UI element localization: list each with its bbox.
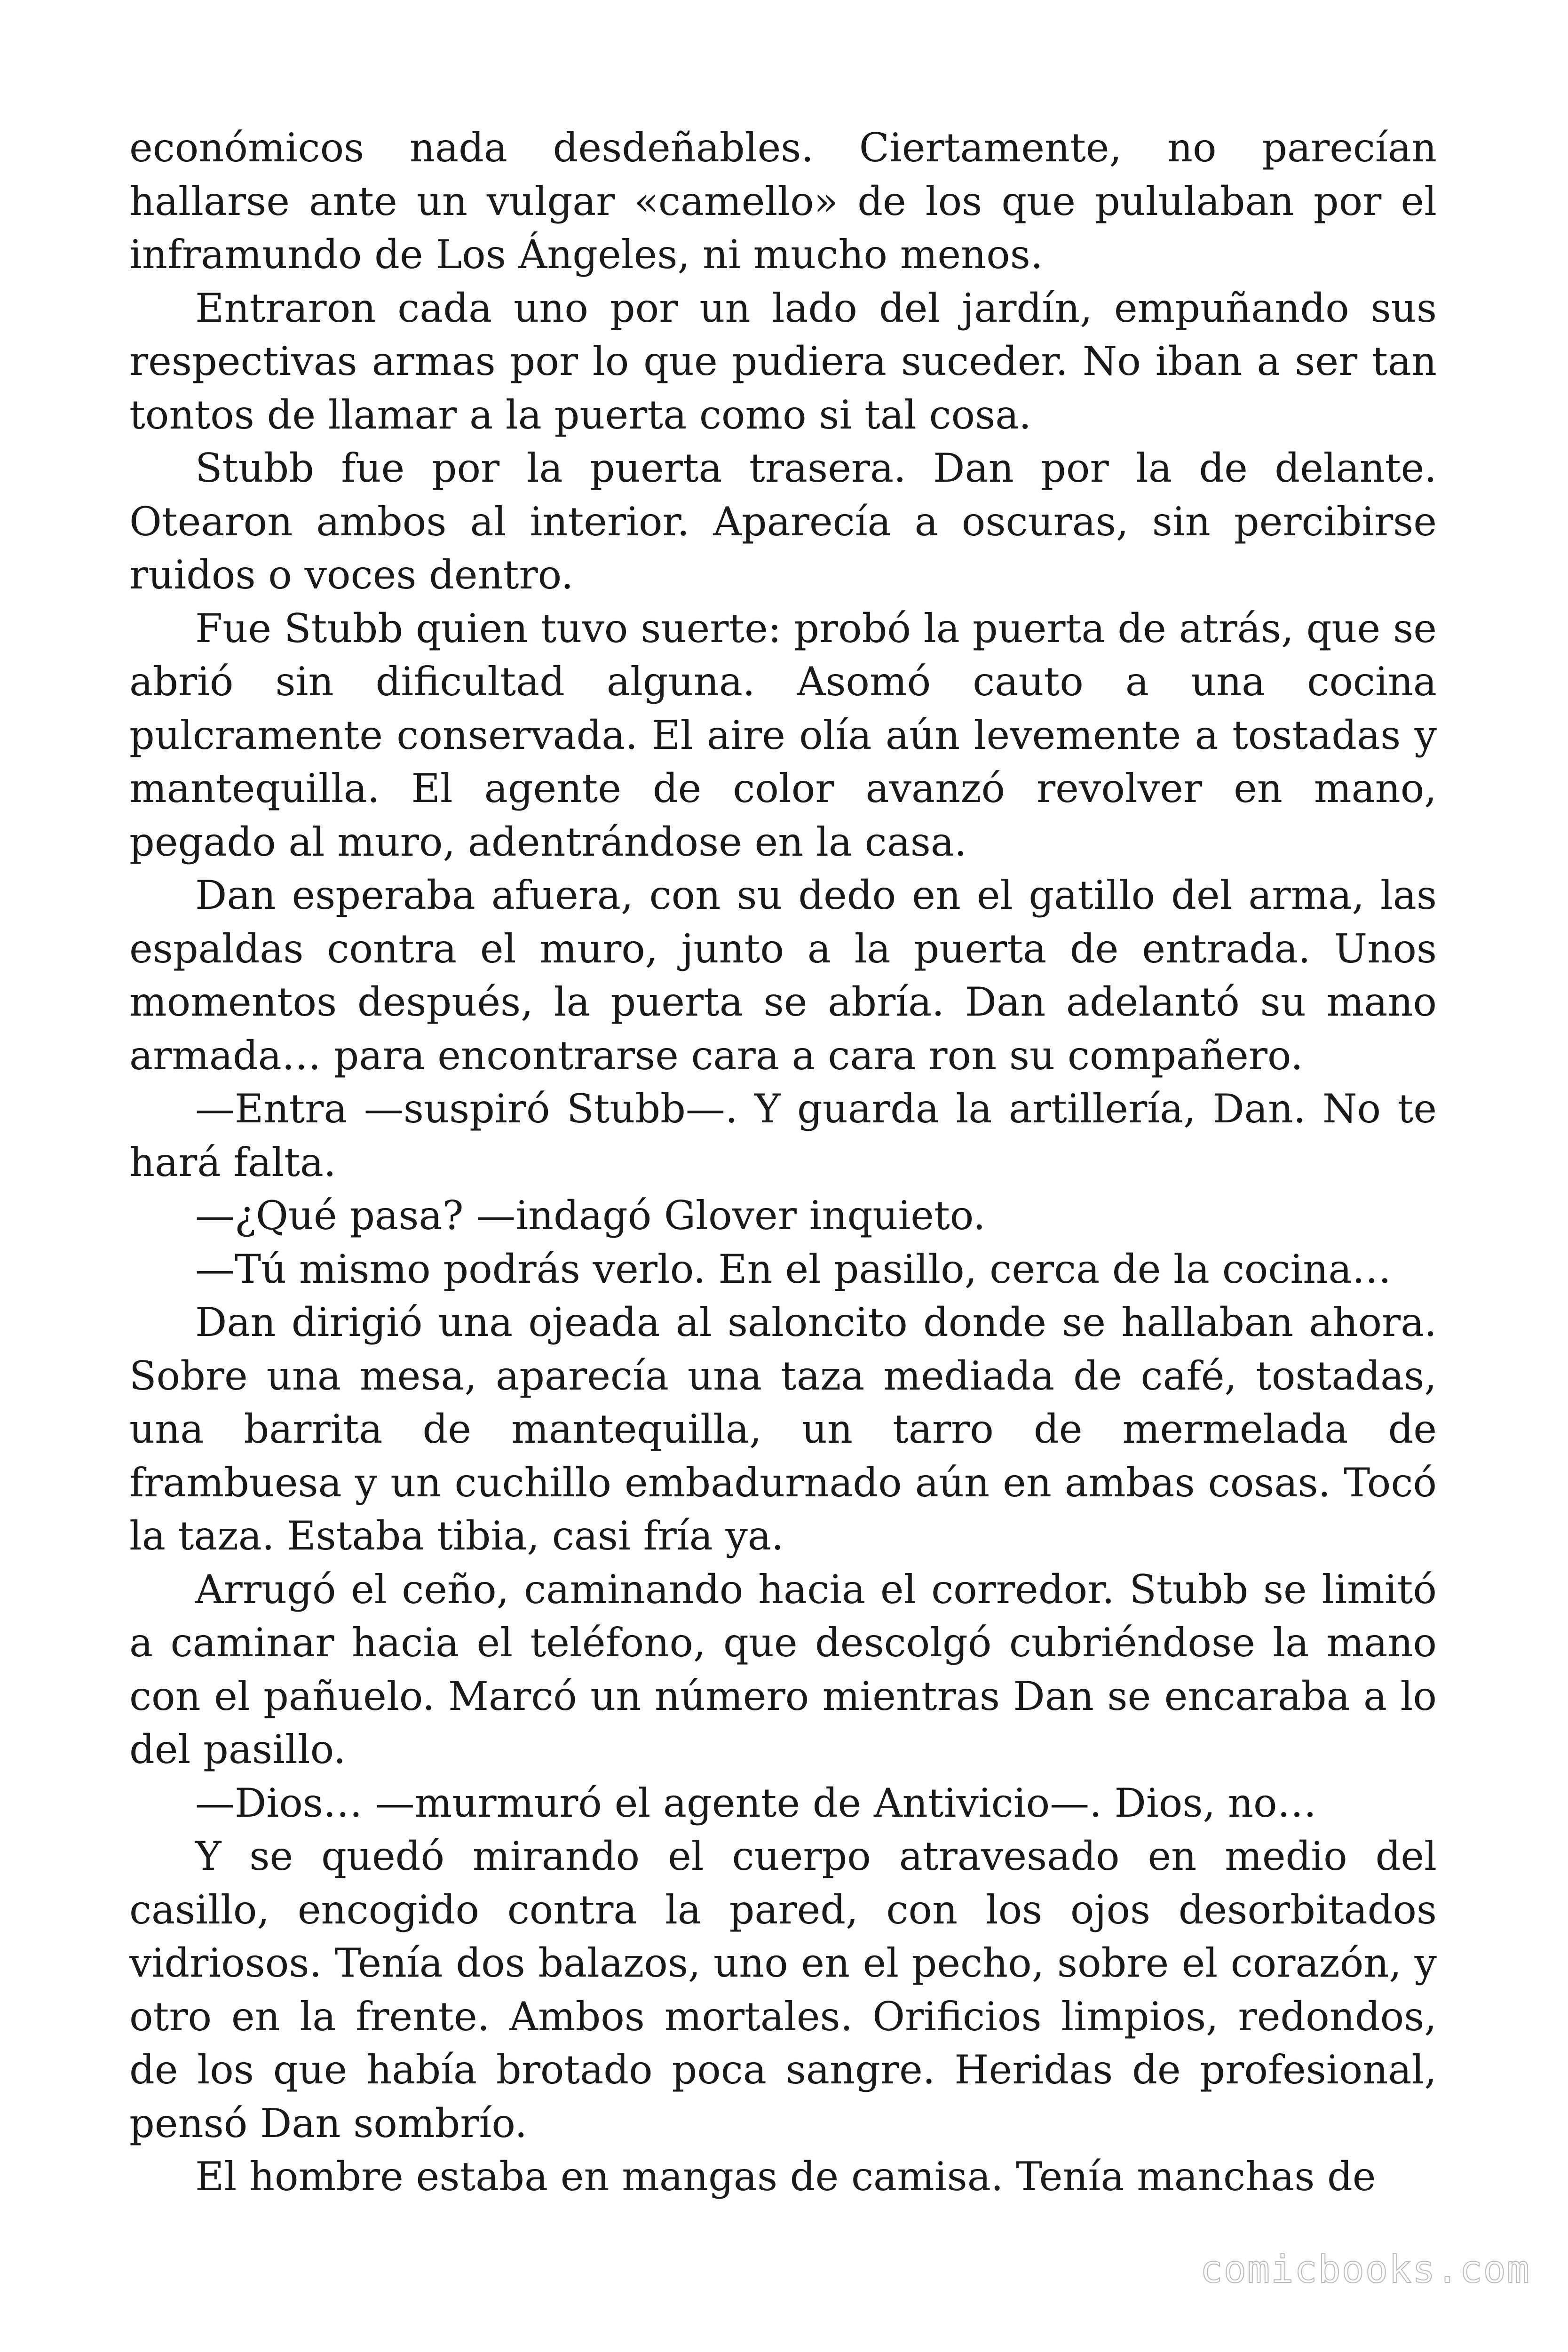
paragraph: El hombre estaba en mangas de camisa. Tenía manchas de: [195, 2153, 1376, 2200]
paragraph: Y se quedó mirando el cuerpo atravesado en medio del casillo, encogido contra la pared, con los ojos desorbitados vidriosos. Tenía dos balazos, uno en el pecho, sobre el corazón, y otro en la frente. Ambos mortales. Orificios limpios, redondos, de los que había brotado poca sangre. Heridas de profesional, pensó Dan sombrío.: [129, 1833, 1437, 2146]
body-text: [129, 121, 1437, 2204]
paragraph: —Entra —suspiró Stubb—. Y guarda la artillería, Dan. No te hará falta.: [129, 1086, 1437, 1185]
paragraph: —Tú mismo podrás verlo. En el pasillo, cerca de la cocina…: [195, 1246, 1392, 1292]
paragraph: Stubb fue por la puerta trasera. Dan por la de delante. Otearon ambos al interior. Aparecía a oscuras, sin percibirse ruidos o voces dentro.: [129, 445, 1437, 598]
watermark-text: comicbooks.com: [1200, 2248, 1530, 2291]
paragraph: —Dios… —murmuró el agente de Antivicio—. Dios, no…: [195, 1780, 1317, 1826]
paragraph: Arrugó el ceño, caminando hacia el corredor. Stubb se limitó a caminar hacia el teléfono, que descolgó cubriéndose la mano con el pañuelo. Marcó un número mientras Dan se encaraba a lo del pasillo.: [129, 1566, 1437, 1772]
paragraph: Entraron cada uno por un lado del jardín, empuñando sus respectivas armas por lo que pudiera suceder. No iban a ser tan tontos de llamar a la puerta como si tal cosa.: [129, 285, 1437, 438]
paragraph: —¿Qué pasa? —indagó Glover inquieto.: [195, 1192, 986, 1239]
paragraph: Dan esperaba afuera, con su dedo en el gatillo del arma, las espaldas contra el muro, junto a la puerta de entrada. Unos momentos después, la puerta se abría. Dan adelantó su mano armada… para encontrarse cara a cara ron su compañero.: [129, 872, 1437, 1079]
paragraph: económicos nada desdeñables. Ciertamente, no parecían hallarse ante un vulgar «camello» de los que pululaban por el inframundo de Los Ángeles, ni mucho menos.: [129, 125, 1437, 278]
paragraph: Fue Stubb quien tuvo suerte: probó la puerta de atrás, que se abrió sin dificultad alguna. Asomó cauto a una cocina pulcramente conservada. El aire olía aún levemente a tostadas y mantequilla. El agente de color avanzó revolver en mano, pegado al muro, adentrándose en la casa.: [129, 605, 1437, 865]
paragraph: Dan dirigió una ojeada al saloncito donde se hallaban ahora. Sobre una mesa, aparecía una taza mediada de café, tostadas, una barrita de mantequilla, un tarro de mermelada de frambuesa y un cuchillo embadurnado aún en ambas cosas. Tocó la taza. Estaba tibia, casi fría ya.: [129, 1299, 1437, 1559]
